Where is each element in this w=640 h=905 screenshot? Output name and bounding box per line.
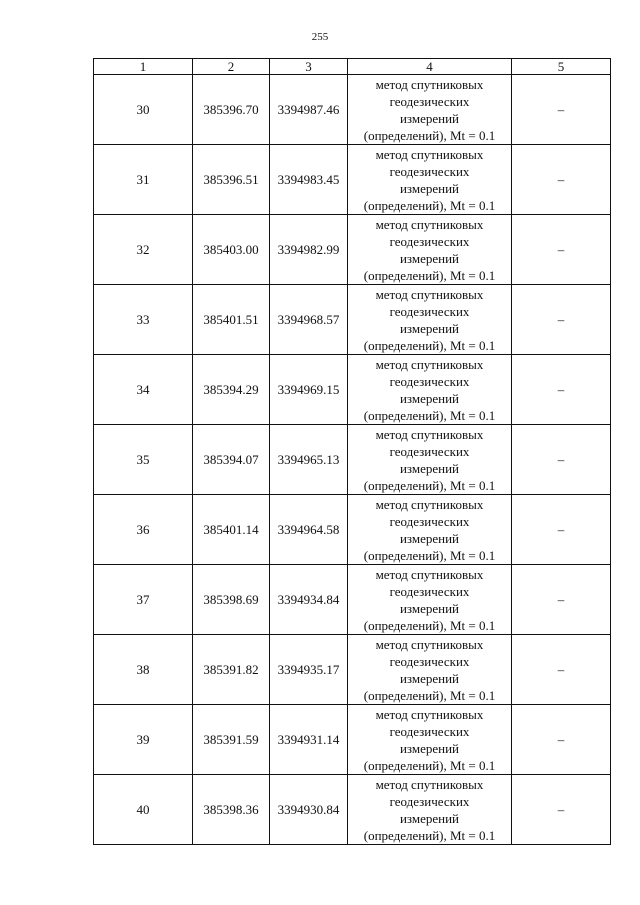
note-cell: – [512, 215, 611, 285]
method-line: измерений [399, 670, 460, 686]
method-line: геодезических [389, 93, 470, 109]
column-header: 3 [270, 59, 348, 75]
table-row [94, 285, 611, 355]
method-line: измерений [399, 600, 460, 616]
point-number: 40 [94, 775, 193, 845]
x-coordinate: 385391.82 [193, 635, 270, 705]
method-line: геодезических [389, 793, 470, 809]
method-line: (определений), Mt = 0.1 [363, 267, 496, 283]
method-line: (определений), Mt = 0.1 [363, 687, 496, 703]
column-header: 4 [348, 59, 512, 75]
point-number: 33 [94, 285, 193, 355]
method-line: геодезических [389, 163, 470, 179]
y-coordinate: 3394965.13 [270, 425, 348, 495]
table-header-row [94, 59, 611, 75]
note-cell: – [512, 635, 611, 705]
method-line: измерений [399, 320, 460, 336]
method-line: метод спутниковых [375, 356, 484, 372]
table-row [94, 635, 611, 705]
table-row [94, 355, 611, 425]
y-coordinate: 3394983.45 [270, 145, 348, 215]
method-description [348, 285, 512, 355]
note-cell: – [512, 285, 611, 355]
y-coordinate: 3394934.84 [270, 565, 348, 635]
method-line: метод спутниковых [375, 496, 484, 512]
method-line: (определений), Mt = 0.1 [363, 127, 496, 143]
method-line: измерений [399, 110, 460, 126]
note-cell: – [512, 705, 611, 775]
point-number: 32 [94, 215, 193, 285]
x-coordinate: 385396.51 [193, 145, 270, 215]
method-description [348, 145, 512, 215]
point-number: 35 [94, 425, 193, 495]
method-description [348, 635, 512, 705]
x-coordinate: 385401.51 [193, 285, 270, 355]
method-line: (определений), Mt = 0.1 [363, 337, 496, 353]
method-line: геодезических [389, 373, 470, 389]
table-row [94, 775, 611, 845]
y-coordinate: 3394935.17 [270, 635, 348, 705]
method-description [348, 775, 512, 845]
method-description [348, 565, 512, 635]
column-header: 5 [512, 59, 611, 75]
x-coordinate: 385403.00 [193, 215, 270, 285]
point-number: 36 [94, 495, 193, 565]
x-coordinate: 385394.07 [193, 425, 270, 495]
note-cell: – [512, 495, 611, 565]
x-coordinate: 385396.70 [193, 75, 270, 145]
point-number: 31 [94, 145, 193, 215]
method-line: геодезических [389, 443, 470, 459]
method-line: измерений [399, 530, 460, 546]
method-line: метод спутниковых [375, 776, 484, 792]
method-line: измерений [399, 390, 460, 406]
x-coordinate: 385401.14 [193, 495, 270, 565]
method-line: геодезических [389, 513, 470, 529]
method-line: геодезических [389, 723, 470, 739]
method-line: измерений [399, 810, 460, 826]
method-line: (определений), Mt = 0.1 [363, 407, 496, 423]
method-description [348, 705, 512, 775]
method-line: метод спутниковых [375, 216, 484, 232]
x-coordinate: 385398.36 [193, 775, 270, 845]
method-line: метод спутниковых [375, 76, 484, 92]
note-cell: – [512, 145, 611, 215]
point-number: 30 [94, 75, 193, 145]
y-coordinate: 3394930.84 [270, 775, 348, 845]
note-cell: – [512, 775, 611, 845]
table-row [94, 425, 611, 495]
method-description [348, 495, 512, 565]
point-number: 37 [94, 565, 193, 635]
method-line: метод спутниковых [375, 146, 484, 162]
x-coordinate: 385391.59 [193, 705, 270, 775]
column-header: 2 [193, 59, 270, 75]
method-line: метод спутниковых [375, 566, 484, 582]
table-row [94, 75, 611, 145]
method-line: (определений), Mt = 0.1 [363, 617, 496, 633]
note-cell: – [512, 425, 611, 495]
method-line: (определений), Mt = 0.1 [363, 197, 496, 213]
y-coordinate: 3394964.58 [270, 495, 348, 565]
method-line: (определений), Mt = 0.1 [363, 477, 496, 493]
table-row [94, 145, 611, 215]
method-line: метод спутниковых [375, 706, 484, 722]
method-line: измерений [399, 460, 460, 476]
method-line: (определений), Mt = 0.1 [363, 757, 496, 773]
method-line: измерений [399, 740, 460, 756]
method-line: метод спутниковых [375, 286, 484, 302]
method-line: измерений [399, 180, 460, 196]
method-line: метод спутниковых [375, 636, 484, 652]
y-coordinate: 3394968.57 [270, 285, 348, 355]
x-coordinate: 385398.69 [193, 565, 270, 635]
column-header: 1 [94, 59, 193, 75]
method-line: геодезических [389, 303, 470, 319]
note-cell: – [512, 565, 611, 635]
table-row [94, 565, 611, 635]
y-coordinate: 3394987.46 [270, 75, 348, 145]
table-row [94, 495, 611, 565]
y-coordinate: 3394969.15 [270, 355, 348, 425]
method-line: геодезических [389, 653, 470, 669]
point-number: 34 [94, 355, 193, 425]
method-description [348, 425, 512, 495]
point-number: 39 [94, 705, 193, 775]
coordinates-table [93, 58, 611, 845]
method-line: измерений [399, 250, 460, 266]
note-cell: – [512, 355, 611, 425]
y-coordinate: 3394931.14 [270, 705, 348, 775]
page-number: 255 [311, 31, 329, 43]
method-description [348, 355, 512, 425]
method-line: (определений), Mt = 0.1 [363, 547, 496, 563]
table-row [94, 215, 611, 285]
note-cell: – [512, 75, 611, 145]
point-number: 38 [94, 635, 193, 705]
method-line: геодезических [389, 233, 470, 249]
y-coordinate: 3394982.99 [270, 215, 348, 285]
method-line: геодезических [389, 583, 470, 599]
x-coordinate: 385394.29 [193, 355, 270, 425]
method-description [348, 75, 512, 145]
method-line: метод спутниковых [375, 426, 484, 442]
method-description [348, 215, 512, 285]
method-line: (определений), Mt = 0.1 [363, 827, 496, 843]
table-row [94, 705, 611, 775]
